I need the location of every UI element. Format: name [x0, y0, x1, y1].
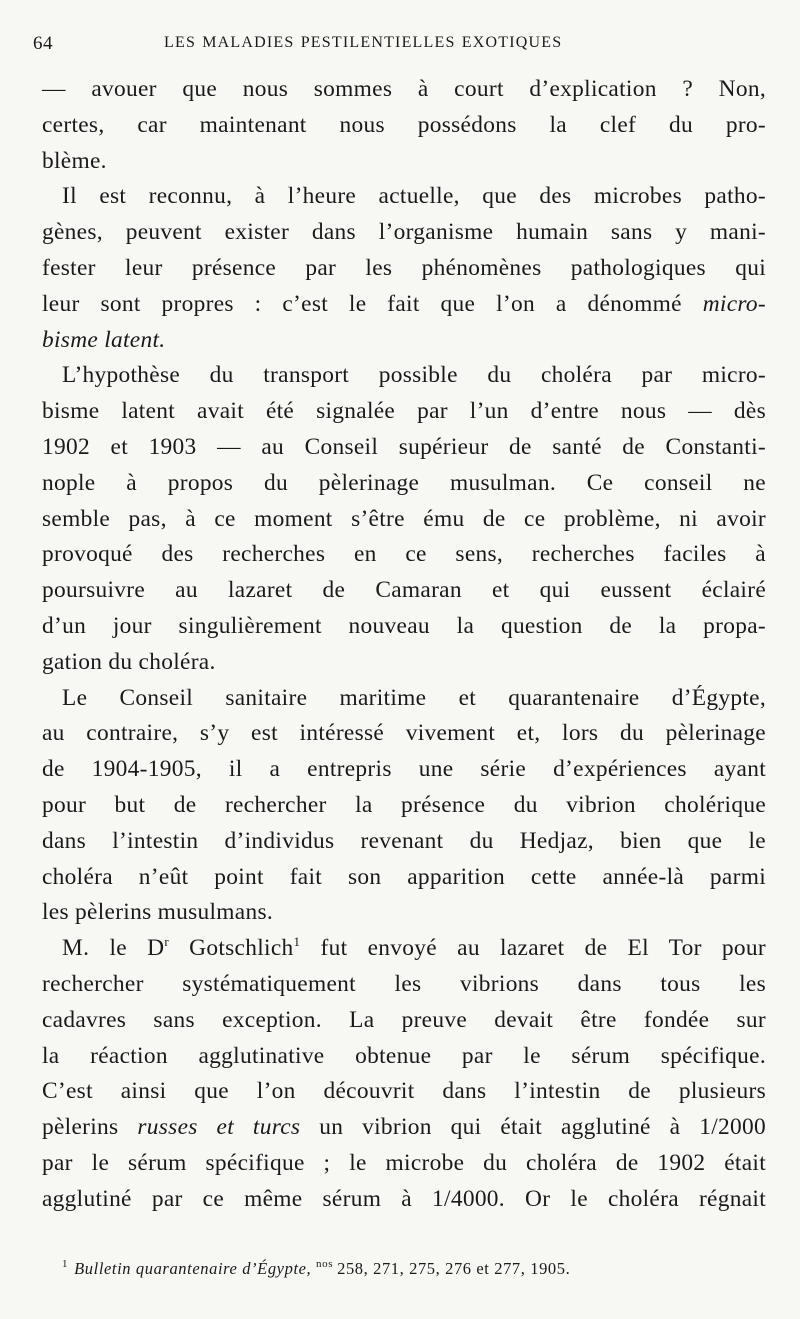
- footnote-source: Bulletin quarantenaire d’Égypte,: [74, 1259, 312, 1278]
- text-line: au contraire, s’y est intéressé vivement et, lors du pèlerinage: [42, 720, 766, 747]
- text-span: leur sont propres : c’est le fait que l’on a dénommé: [42, 290, 682, 317]
- text-line: blème.: [42, 147, 107, 174]
- running-head: LES MALADIES PESTILENTIELLES EXOTIQUES: [164, 34, 563, 51]
- text-line: choléra n’eût point fait son apparition cette année-là parmi: [42, 863, 766, 890]
- text-line: certes, car maintenant nous possédons la clef du pro-: [42, 111, 766, 138]
- footnote-ref: 1: [293, 934, 301, 950]
- text-span: fut envoyé au lazaret de El Tor pour: [300, 935, 766, 962]
- italic-term: micro-: [702, 290, 767, 317]
- text-line: gènes, peuvent exister dans l’organisme humain sans y mani-: [42, 219, 766, 246]
- text-line: pour but de rechercher la présence du vibrion cholérique: [42, 791, 766, 818]
- text-line: cadavres sans exception. La preuve devait être fondée sur: [42, 1006, 766, 1033]
- paragraph-first-line: Il est reconnu, à l’heure actuelle, que des microbes patho-: [62, 183, 766, 210]
- text-line: dans l’intestin d’individus revenant du Hedjaz, bien que le: [42, 827, 766, 854]
- text-line: d’un jour singulièrement nouveau la question de la propa-: [42, 612, 766, 639]
- italic-term: bisme latent.: [42, 326, 166, 353]
- page-number: 64: [33, 33, 53, 54]
- text-line: de 1904-1905, il a entrepris une série d’expériences ayant: [42, 756, 766, 783]
- footnote-numbers-abbrev: nos: [316, 1258, 334, 1270]
- text-line: provoqué des recherches en ce sens, recherches faciles à: [42, 541, 766, 568]
- footnote-refs: 258, 271, 275, 276 et 277, 1905.: [337, 1259, 571, 1278]
- paragraph-first-line: [42, 931, 766, 967]
- text-span: un vibrion qui était agglutiné à 1/2000: [300, 1114, 766, 1141]
- text-span: M. le D: [62, 935, 165, 962]
- text-line: [42, 287, 766, 323]
- italic-term: russes et turcs: [137, 1114, 301, 1141]
- text-line: nople à propos du pèlerinage musulman. Ce conseil ne: [42, 469, 766, 496]
- body-text: [42, 72, 766, 1218]
- text-line: par le sérum spécifique ; le microbe du choléra de 1902 était: [42, 1149, 766, 1176]
- text-line: fester leur présence par les phénomènes pathologiques qui: [42, 254, 766, 281]
- footnote-marker: 1: [62, 1258, 69, 1270]
- text-line: semble pas, à ce moment s’être ému de ce problème, ni avoir: [42, 505, 766, 532]
- footnote: [62, 1259, 762, 1279]
- text-line: rechercher systématiquement les vibrions dans tous les: [42, 970, 766, 997]
- text-line: agglutiné par ce même sérum à 1/4000. Or le choléra régnait: [42, 1185, 766, 1212]
- text-span: Gotschlich: [168, 935, 294, 962]
- text-line: poursuivre au lazaret de Camaran et qui eussent éclairé: [42, 577, 766, 604]
- superscript: r: [164, 934, 169, 950]
- text-line: — avouer que nous sommes à court d’explication ? Non,: [42, 76, 766, 102]
- paragraph-first-line: L’hypothèse du transport possible du choléra par micro-: [62, 362, 766, 389]
- paragraph-first-line: Le Conseil sanitaire maritime et quarantenaire d’Égypte,: [62, 684, 766, 711]
- text-span: pèlerins: [42, 1114, 119, 1141]
- text-line: C’est ainsi que l’on découvrit dans l’intestin de plusieurs: [42, 1078, 766, 1105]
- text-line: bisme latent avait été signalée par l’un d’entre nous — dès: [42, 398, 766, 425]
- text-line: gation du choléra.: [42, 648, 216, 675]
- text-line: 1902 et 1903 — au Conseil supérieur de santé de Constanti-: [42, 433, 766, 460]
- text-line: [42, 1110, 766, 1146]
- text-line: les pèlerins musulmans.: [42, 899, 274, 926]
- page-header: [33, 33, 773, 57]
- text-line: la réaction agglutinative obtenue par le sérum spécifique.: [42, 1042, 766, 1069]
